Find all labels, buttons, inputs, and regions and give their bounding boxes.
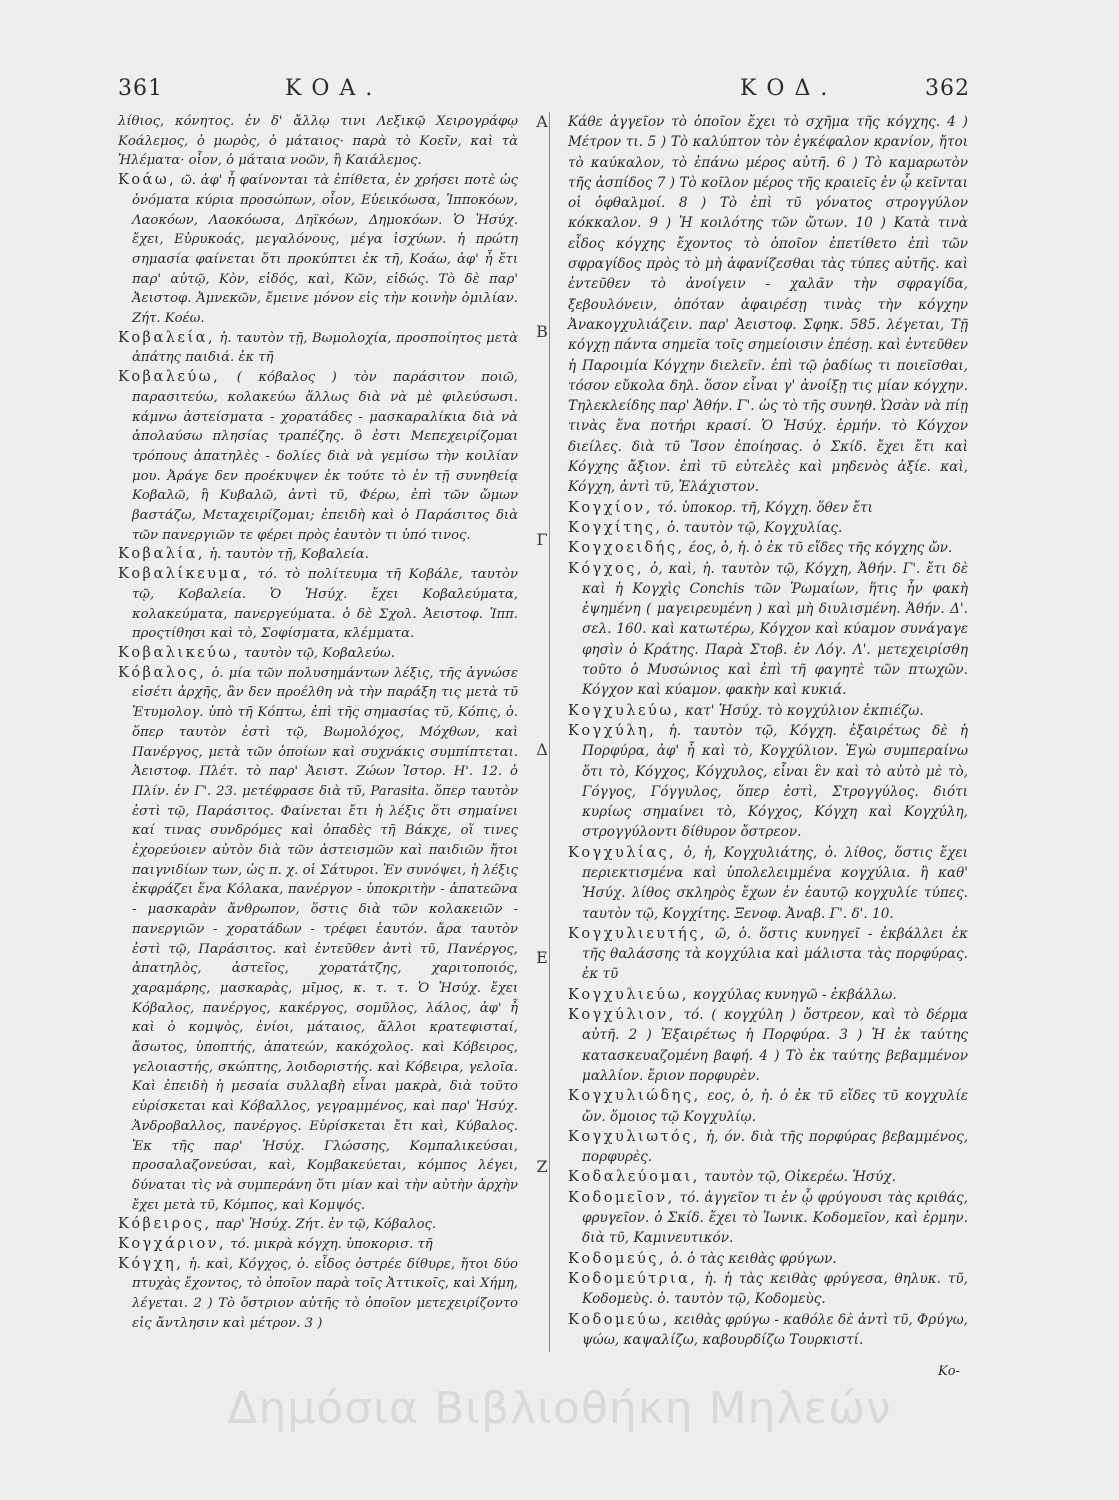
dictionary-entry [568,843,968,924]
entry-headword: Κογχυλιεύω, [568,986,689,1003]
library-watermark: Δημόσια Βιβλιοθήκη Μηλεών [227,1383,892,1434]
entry-headword: Κοδομεύτρια, [568,1270,698,1287]
dictionary-entry [568,1167,968,1187]
dictionary-entry [568,701,968,721]
left-column [118,112,518,1334]
entry-text: εος, ὁ, ἡ. ὁ ἐκ τῦ εἴδες τῦ κογχυλίε ὤν. ὅμοιος τῷ Κογχυλίῳ. [582,1088,968,1125]
entry-headword: Κόγχη, [118,1255,184,1272]
entry-headword: Κοβαλίκευμα, [118,566,250,583]
entry-text: ῶ. ἀφ' ἦ φαίνονται τὰ ἐπίθετα, ἐν χρήσει ποτὲ ὡς ὀνόματα κύρια προσώπων, οἷον, Εὐεικόωσα, Ἱπποκόων, Λαοκόων, Λαοκόωσα, Δηϊκόων, Δημοκόων. Ὁ Ἡσύχ. ἔχει, Εὐρυκοάς, μεγαλόνους, μέγα ἰσχύων. ἡ πρώτη σημασία φαίνεται ὅτι προκύπτει ἐκ τῆ, Κοάω, ἀφ' ἦ ἔτι παρ' αὐτῷ, Κὸν, εἰδός, καὶ, Κῶν, εἰδώς. Τὸ δὲ παρ' Ἀειστοφ. Ἀμνεκῶν, ἔμεινε μόνον εἰς τὴν κοινὴν ὁμιλίαν. Ζήτ. Κοέω. [132,173,518,327]
entry-text: ἡ. ταυτὸν τῇ, Κοβαλεία. [209,547,369,563]
entry-text: ἡ. ταυτὸν τῇ, Βωμολοχία, προσποίητος μετὰ ἀπάτης παιδιά. ἐκ τῆ [132,330,518,366]
entry-headword: Κόγχος, [568,560,644,577]
entry-text: κατ' Ἡσύχ. τὸ κογχύλιον ἐκπιέζω. [685,702,924,719]
entry-text: ἡ. ἡ τὰς κειθὰς φρύγεσα, θηλυκ. τῦ, Κοδομεὺς. ὁ. ταυτὸν τῷ, Κοδομεὺς. [582,1270,968,1308]
continued-text [118,112,518,171]
dictionary-entry [568,1249,968,1269]
dictionary-entry [568,1188,968,1249]
entry-text: τό. τὸ πολίτευμα τῆ Κοβάλε, ταυτὸν τῷ, Κοβαλεία. Ὁ Ἡσύχ. ἔχει Κοβαλεύματα, κολακεύματα, πανεργεύματα. ὁ δὲ Σχολ. Ἀειστοφ. Ἱππ. προςτίθησι καὶ τὸ, Σοφίσματα, κλέμματα. [132,567,518,642]
dictionary-entry [568,498,968,518]
entry-text: τό. ἀγγεῖον τι ἐν ᾧ φρύγουσι τὰς κριθάς, φρυγεῖον. ὁ Σκίδ. ἔχει τὸ Ἰωνικ. Κοδομεῖον, καὶ ἑρμην. διὰ τῦ, Καμινευτικόν. [582,1189,968,1247]
dictionary-entry [118,545,518,565]
entry-headword: Κοβαλεία, [118,329,216,346]
catchword: Κο- [938,1364,960,1379]
entry-headword: Κογχυλιευτής, [568,925,707,942]
margin-letter-alpha: Α [536,112,548,131]
right-column [568,112,968,1350]
entry-headword: Κογχίτης, [568,519,663,536]
dictionary-entry [118,171,518,329]
margin-letter-beta: Β [536,322,548,341]
dictionary-entry [568,1005,968,1086]
dictionary-entry [118,1215,518,1235]
entry-text: κειθὰς φρύγω - καθόλε δὲ ἀντὶ τῦ, Φρύγω, ψώω, καψαλίζω, καβουρδίζω Τουρκιστί. [582,1311,968,1348]
dictionary-entry [568,1269,968,1310]
entry-headword: Κοάω, [118,172,177,189]
dictionary-entry [568,1086,968,1127]
dictionary-entry [118,329,518,368]
entry-text: τό. μικρὰ κόγχη. ὑποκορισ. τῆ [230,1237,433,1253]
continued-text [568,112,968,498]
entry-headword: Κογχάριον, [118,1236,227,1253]
entry-text: τό. ὑποκορ. τῆ, Κόγχη. ὅθεν ἔτι [657,499,873,516]
left-page-number: 361 [118,76,163,101]
dictionary-entry [568,1127,968,1168]
dictionary-entry [568,559,968,701]
entry-headword: Κογχυλιωτός, [568,1128,701,1145]
dictionary-entry [118,1255,518,1334]
entry-headword: Κογχύλη, [568,722,657,739]
dictionary-entry [568,985,968,1005]
entry-text: ὁ. ταυτὸν τῷ, Κογχυλίας. [666,519,843,536]
entry-headword: Κογχυλεύω, [568,702,681,719]
entry-headword: Κογχύλιον, [568,1007,676,1024]
entry-text: ὁ. μία τῶν πολυσημάντων λέξις, τῆς ἀγνώσε εἰσέτι ἀρχῆς, ἂν δεν προέλθη νὰ τὴν παράξη τις μετὰ τῦ Ἐτυμολογ. ὑπὸ τῆ Κόπτω, ἐπὶ τῆς σημασίας τῦ, Κόπις, ὁ. ὅπερ ταυτὸν ἐστὶ τῷ, Βωμολόχος, Μόχθων, καὶ Πανέργος, μετὰ τῶν ὁποίων καὶ συχνάκις συμπίπτεται. Ἀειστοφ. Πλέτ. τὸ παρ' Ἀειστ. Ζώων Ἱστορ. Η'. 12. ὁ Πλίν. ἐν Γ'. 23. μετέφρασε διὰ τῦ, Parasita. ὅπερ ταυτὸν ἐστὶ τῷ, Παράσιτος. Φαίνεται ἔτι ἡ λέξις ὅτι σημαίνει καί τινας συνδρόμες καὶ ὀπαδὲς τῆ Βάκχε, οἵ τινες ἐχορεύοιεν αὐτὸν διὰ τῶν ἀστεισμῶν καὶ παιδιῶν ἤτοι παιγνιδίων των, ὡς π. χ. οἱ Σάτυροι. Ἐν συνόψει, ἡ λέξις ἐκφράζει ἕνα Κόλακα, πανέργον - ὑποκριτὴν - ἀπατεῶνα - μασκαρὰν ἄνθρωπον, ὅστις διὰ τῶν κολακειῶν - πανεργιῶν - χορατάδων - τρέφει ἑαυτόν. ἄρα ταυτὸν ἐστὶ τῷ, Παράσιτος. καὶ ἐντεῦθεν ἀντὶ τῦ, Πανέργος, ἀπατηλὸς, ἀστεῖος, χορατάτζης, χαριτοποιός, χαραμάρης, μασκαρὰς, μῖμος, κ. τ. τ. Ὁ Ἡσύχ. ἔχει Κόβαλος, πανέργος, κακέργος, σομῦλος, λάλος, ἀφ' ἦ καὶ ὁ κομψὸς, ἐνίοι, μάταιος, ἄλλοι κρατεφισταί, ἄσωτος, ὑποπτής, ἀπατεών, κακόχολος. καὶ Κόβειρος, γελοιαστής, σκώπτης, λοιδοριστής. καὶ Κόβειρα, γελοῖα. Καὶ ἐπειδὴ ἡ μεσαία συλλαβὴ εἶναι μακρὰ, διὰ τοῦτο εὑρίσκεται καὶ Κόβαλλος, γεγραμμένος, καὶ παρ' Ἡσύχ. Ἀνδροβαλλος, πανέργος. Εὑρίσκεται ἔτι καὶ, Κύβαλος. Ἐκ τῆς παρ' Ἡσύχ. Γλώσσης, Κομπαλικεύσαι, προσαλαζονεύσαι, καὶ, Κομβακεύεται, κόμπος λέγει, δύναται τὶς νὰ συμπεράνη ὅτι μίαν καὶ τὴν αὐτὴν ἀρχὴν ἔχει μετὰ τῦ, Κόμπος, καὶ Κομψός. [132,665,518,1213]
entry-headword: Κογχυλίας, [568,844,677,861]
margin-letter-zeta: Ζ [536,1157,548,1176]
dictionary-entry [118,368,518,545]
entry-text: ῶ, ὁ. ὅστις κυνηγεῖ - ἐκβάλλει ἐκ τῆς θαλάσσης τὰ κογχύλια καὶ μάλιστα τὰς πορφύρας. ἐκ τῦ [582,925,968,983]
entry-text: ( κόβαλος ) τὸν παράσιτον ποιῶ, παρασιτεύω, κολακεύω ἄλλως διὰ νὰ μὲ φιλεύσωσι. κάμνω ἀστείσματα - χορατάδες - μασκαραλίκια διὰ νὰ ἀπολαύσω πλησίας τραπέζης. ὃ ἐστι Μεπεχειρίζομαι τρόπους ἀπατηλὲς - δολίες διὰ νὰ γεμίσω τὴν κοιλίαν μου. Ἀράγε δεν προέκυψεν ἐκ τούτε τὸ ἐν τῇ συνηθείᾳ Κοβαλῶ, ἢ Κυβαλῶ, ἀντὶ τῦ, Φέρω, ἐπὶ τῶν ὤμων βαστάζω, Μεταχειρίζομαι; ἐπειδὴ καὶ ὁ Παράσιτος διὰ τῶν πανεργιῶν τε φέρει πρὸς ἑαυτὸν τι ὑπό τινος. [132,370,518,543]
entry-headword: Κοδαλεύομαι, [568,1169,700,1186]
dictionary-entry [568,538,968,558]
margin-letter-epsilon: Ε [536,948,548,967]
entry-text: παρ' Ἡσύχ. Ζήτ. ἐν τῷ, Κόβαλος. [215,1217,437,1233]
entry-headword: Κοδομεῖον, [568,1189,675,1206]
entry-headword: Κοβαλικεύω, [118,644,240,661]
dictionary-entry [568,924,968,985]
entry-text: ταυτὸν τῷ, Οἰκερέω. Ἡσύχ. [704,1169,896,1186]
entry-text: τό. ( κογχύλη ) ὄστρεον, καὶ τὸ δέρμα αὐτῆ. 2 ) Ἐξαιρέτως ἡ Πορφύρα. 3 ) Ἡ ἐκ ταύτης κατασκευαζομένη βαφή. 4 ) Τὸ ἐκ ταύτης βεβαμμένον μαλλίον. ἔριον πορφυρὲν. [582,1007,968,1084]
entry-text: ἡ, όν. διὰ τῆς πορφύρας βεβαμμένος, πορφυρὲς. [582,1128,969,1166]
entry-headword: Κόβειρος, [118,1216,212,1233]
entry-text: έος, ὁ, ἡ. ὁ ἐκ τῦ εἴδες τῆς κόγχης ὤν. [688,540,953,557]
right-running-head: ΚΟΔ. [740,76,838,101]
entry-headword: Κοβαλεύω, [118,369,221,386]
entry-text: ὁ, ἡ, Κογχυλιάτης, ὁ. λίθος, ὅστις ἔχει περιεκτισμένα καὶ ὑπολελειμμένα κογχύλια. ἢ καθ' Ἡσύχ. λίθος σκληρὸς ἔχων ἐν ἑαυτῷ κογχυλίε τύπες. ταυτὸν τῷ, Κογχίτης. Ξενοφ. Ἀναβ. Γ'. δ'. 10. [582,844,968,922]
entry-text: ὁ, καὶ, ἡ. ταυτὸν τῷ, Κόγχη, Ἀθήν. Γ'. ἔτι δὲ καὶ ἡ Κογχὶς Conchis τῶν Ῥωμαίων, ἥτις ἦν φακὴ ἐψημένη ( μαγειρευμένη ) καὶ μὴ διυλισμένη. Ἀθήν. Δ'. σελ. 160. καὶ κατωτέρω, Κόγχον καὶ κύαμον συνάγαγε φησὶν ὁ Κράτης. Παρὰ Στοβ. ἐν Λόγ. Λ'. μετεχειρίσθη τοῦτο ὁ Μυσώνιος καὶ ἐπὶ τῆ φαγητὲ τῶν πτωχῶν. Κόγχον καὶ κύαμον. φακὴν καὶ κυκιά. [582,560,968,699]
dictionary-entry [568,518,968,538]
entry-text: Κάθε ἀγγεῖον τὸ ὁποῖον ἔχει τὸ σχῆμα τῆς κόγχης. 4 ) Μέτρον τι. 5 ) Τὸ καλύπτον τὸν ἐγκέφαλον κρανίον, ἤτοι τὸ καύκαλον, τὸ ἐπάνω μέρος αὐτῆ. 6 ) Τὸ καμαρωτὸν τῆς ἀσπίδος 7 ) Τὸ κοῖλον μέρος τῆς κραιεῖς ἐν ᾧ κεῖνται οἱ ὀφθαλμοί. 8 ) Τὸ ἐπὶ τῦ γόνατος στρογγύλον κόκκαλον. 9 ) Ἡ κοιλότης τῶν ὤτων. 10 ) Κατὰ τινὰ εἶδος κόγχης ἔχοντος τὸ ὁποῖον ἐπετίθετο ἐπὶ τῶν σφραγίδος πρὸς τὸ μὴ ἀφανίζεσθαι τὰς τύπες αὐτῆς. καὶ ἐντεῦθεν τὸ ἀνοίγειν - χαλᾶν τὴν σφραγίδα, ξεβουλόνειν, ὁπόταν ἀφαιρέσῃ τινὰς τὴν κόγχην Ἀνακογχυλιάζειν. παρ' Ἀειστοφ. Σφηκ. 585. λέγεται, Τῇ κόγχῃ πάντα σημεῖα τοῖς σημείοισιν ἐπέσῃ. καὶ ἐντεῦθεν ἡ Παροιμία Κόγχην διελεῖν. ἐπὶ τῷ ῥαδίως τι ποιεῖσθαι, τόσον εὔκολα δηλ. ὅσον εἶναι γ' ἀνοίξῃ τις μίαν κόγχην. Τηλεκλείδης παρ' Ἀθήν. Γ'. ὡς τὸ τῆς συνηθ. Ὡσὰν νὰ πίῃ τινὰς ἕνα ποτήρι κρασί. Ὁ Ἡσύχ. ἑρμήν. τὸ Κόγχον διείλες. διὰ τῦ Ἴσον ἐποίησας. ὁ Σκίδ. ἔχει ἔτι καὶ Κόγχης ἄξιον. ἐπὶ τῦ εὐτελὲς καὶ μηδενὸς ἀξίε. καὶ, Κόγχη, ἀντὶ τῦ, Ἐλάχιστον. [568,114,968,496]
entry-text: ὁ. ὁ τὰς κειθὰς φρύγων. [670,1250,837,1267]
entry-text: ταυτὸν τῷ, Κοβαλεύω. [244,645,395,661]
entry-headword: Κογχυλιώδης, [568,1088,701,1105]
dictionary-entry [118,1235,518,1255]
entry-headword: Κοδομεύς, [568,1250,667,1267]
page-header [0,70,1119,110]
entry-text: λίθιος, κόνητος. ἐν δ' ἄλλῳ τινι Λεξικῷ Χειρογράφῳ Κοάλεμος, ὁ μωρὸς, ὁ μάταιος· παρὰ τὸ Κοεῖν, καὶ τὰ Ἠλέματα· οἷον, ὁ μάταια νοῶν, ἢ Καιάλεμος. [118,114,518,169]
entry-headword: Κοβαλία, [118,546,206,563]
entry-text: ἡ. καὶ, Κόγχος, ὁ. εἶδος ὀστρέε δίθυρε, ἤτοι δύο πτυχὰς ἔχοντος, τὸ ὁποῖον παρὰ τοῖς Ἀττικοῖς, καὶ Χήμη, λέγεται. 2 ) Τὸ ὄστριον αὐτῆς τὸ ὁποῖον μετεχειρίζοντο εἰς ἄντλησιν καὶ μέτρον. 3 ) [132,1256,518,1331]
right-page-number: 362 [925,76,970,101]
entry-headword: Κογχοειδής, [568,540,685,557]
entry-text: ἡ. ταυτὸν τῷ, Κόγχη. ἐξαιρέτως δὲ ἡ Πορφύρα, ἀφ' ἧ καὶ τὸ, Κογχύλιον. Ἐγὼ συμπεραίνω ὅτι τὸ, Κόγχος, Κόγχυλος, εἶναι ἓν καὶ τὸ αὐτὸ μὲ τὸ, Γόγγος, Γόγγυλος, ὅπερ ἐστὶ, Στρογγύλος. διότι κυρίως σημαίνει τὸ, Κόγχος, Κόγχη καὶ Κογχύλη, στρογγύλοντι δίθυρον ὄστρεον. [582,722,968,841]
dictionary-entry [118,565,518,644]
dictionary-entry [118,664,518,1216]
dictionary-entry [568,721,968,843]
entry-text: κογχύλας κυνηγῶ - ἐκβάλλω. [693,986,897,1003]
margin-letter-gamma: Γ [536,530,548,549]
entry-headword: Κογχίον, [568,499,653,516]
dictionary-entry [118,644,518,664]
entry-headword: Κοδομεύω, [568,1311,670,1328]
margin-letter-delta: Δ [536,740,548,759]
dictionary-entry [568,1310,968,1351]
left-running-head: ΚΟΑ. [285,76,383,101]
entry-headword: Κόβαλος, [118,664,207,681]
